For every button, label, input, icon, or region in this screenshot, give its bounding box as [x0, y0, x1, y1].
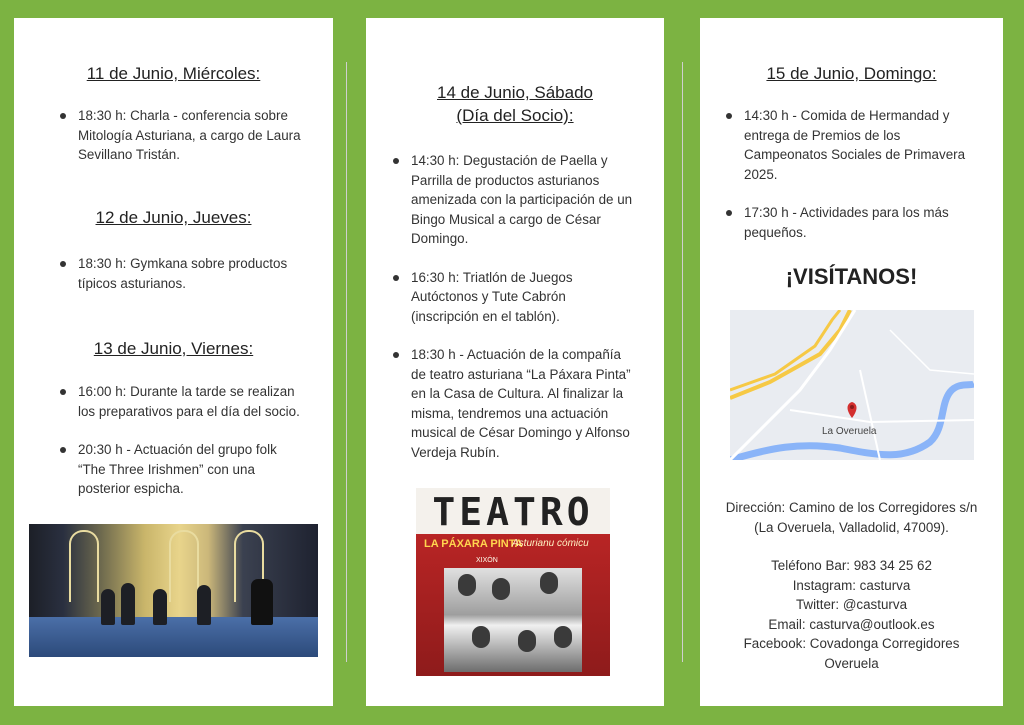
heading-june-14: 14 de Junio, Sábado	[437, 83, 593, 102]
section-june-14	[366, 81, 664, 481]
heading-june-15: 15 de Junio, Domingo:	[766, 64, 937, 83]
list-item: 18:30 h: Charla - conferencia sobre Mitología Asturiana, a cargo de Laura Sevillano Tristán.	[56, 106, 333, 165]
address-line: Dirección: Camino de los Corregidores s/n	[725, 500, 978, 515]
list-item: 16:00 h: Durante la tarde se realizan los preparativos para el día del socio.	[56, 382, 333, 421]
poster-title: TEATRO	[432, 490, 594, 534]
facebook[interactable]: Facebook: Covadonga Corregidores	[743, 636, 960, 651]
concert-photo	[29, 524, 318, 657]
panel-right	[700, 18, 1003, 706]
list-item: 18:30 h - Actuación de la compañía de teatro asturiana “La Páxara Pinta” en la Casa de Cultura. Al finalizar la misma, tendremos una actuación musical de César Domingo y Alfonso Verdeja Rubín.	[389, 345, 664, 462]
list-june-11	[56, 106, 333, 165]
fold-line	[346, 62, 347, 662]
poster-company: LA PÁXARA PINTA	[424, 538, 523, 550]
poster-city: XIXÓN	[476, 557, 498, 564]
heading-june-11: 11 de Junio, Miércoles:	[86, 64, 261, 83]
phone: Teléfono Bar: 983 34 25 62	[771, 558, 932, 573]
email[interactable]: Email: casturva@outlook.es	[768, 616, 935, 632]
list-june-14	[389, 151, 664, 462]
map-graphic	[730, 310, 974, 460]
instagram[interactable]: Instagram: casturva	[792, 577, 911, 593]
panel-left	[14, 18, 333, 706]
section-june-11	[14, 62, 333, 184]
poster-photo	[444, 568, 582, 672]
poster-tagline: Asturianu cómicu	[512, 538, 589, 549]
section-june-15	[700, 62, 1003, 261]
address-line: (La Overuela, Valladolid, 47009).	[754, 519, 949, 535]
section-june-13	[14, 337, 333, 518]
fold-line	[682, 62, 683, 662]
twitter[interactable]: Twitter: @casturva	[795, 597, 908, 612]
theatre-poster	[416, 488, 610, 676]
list-item: 17:30 h - Actividades para los más pequeños.	[722, 203, 1003, 242]
panel-center	[366, 18, 664, 706]
heading-june-13: 13 de Junio, Viernes:	[93, 339, 254, 358]
map-pin-icon	[848, 402, 857, 418]
list-june-15	[722, 106, 1003, 242]
contact-info	[700, 556, 1003, 673]
list-june-12	[56, 254, 333, 293]
list-item: 20:30 h - Actuación del grupo folk “The Three Irishmen” con una posterior espicha.	[56, 440, 333, 499]
list-item: 18:30 h: Gymkana sobre productos típicos asturianos.	[56, 254, 333, 293]
list-item: 16:30 h: Triatlón de Juegos Autóctonos y Tute Cabrón (inscripción en el tablón).	[389, 268, 664, 327]
visit-us-title: ¡VISÍTANOS!	[785, 264, 918, 289]
section-june-12	[14, 206, 333, 312]
location-map[interactable]	[730, 310, 974, 460]
list-june-13	[56, 382, 333, 499]
map-place-label: La Overuela	[822, 426, 877, 437]
facebook-cont[interactable]: Overuela	[824, 655, 879, 671]
list-item: 14:30 h - Comida de Hermandad y entrega de Premios de los Campeonatos Sociales de Primavera 2025.	[722, 106, 1003, 184]
heading-june-12: 12 de Junio, Jueves:	[95, 208, 252, 227]
heading-dia-del-socio: (Día del Socio):	[456, 106, 574, 125]
list-item: 14:30 h: Degustación de Paella y Parrilla de productos asturianos amenizada con la participación de un Bingo Musical a cargo de César Domingo.	[389, 151, 664, 249]
address	[700, 498, 1003, 537]
